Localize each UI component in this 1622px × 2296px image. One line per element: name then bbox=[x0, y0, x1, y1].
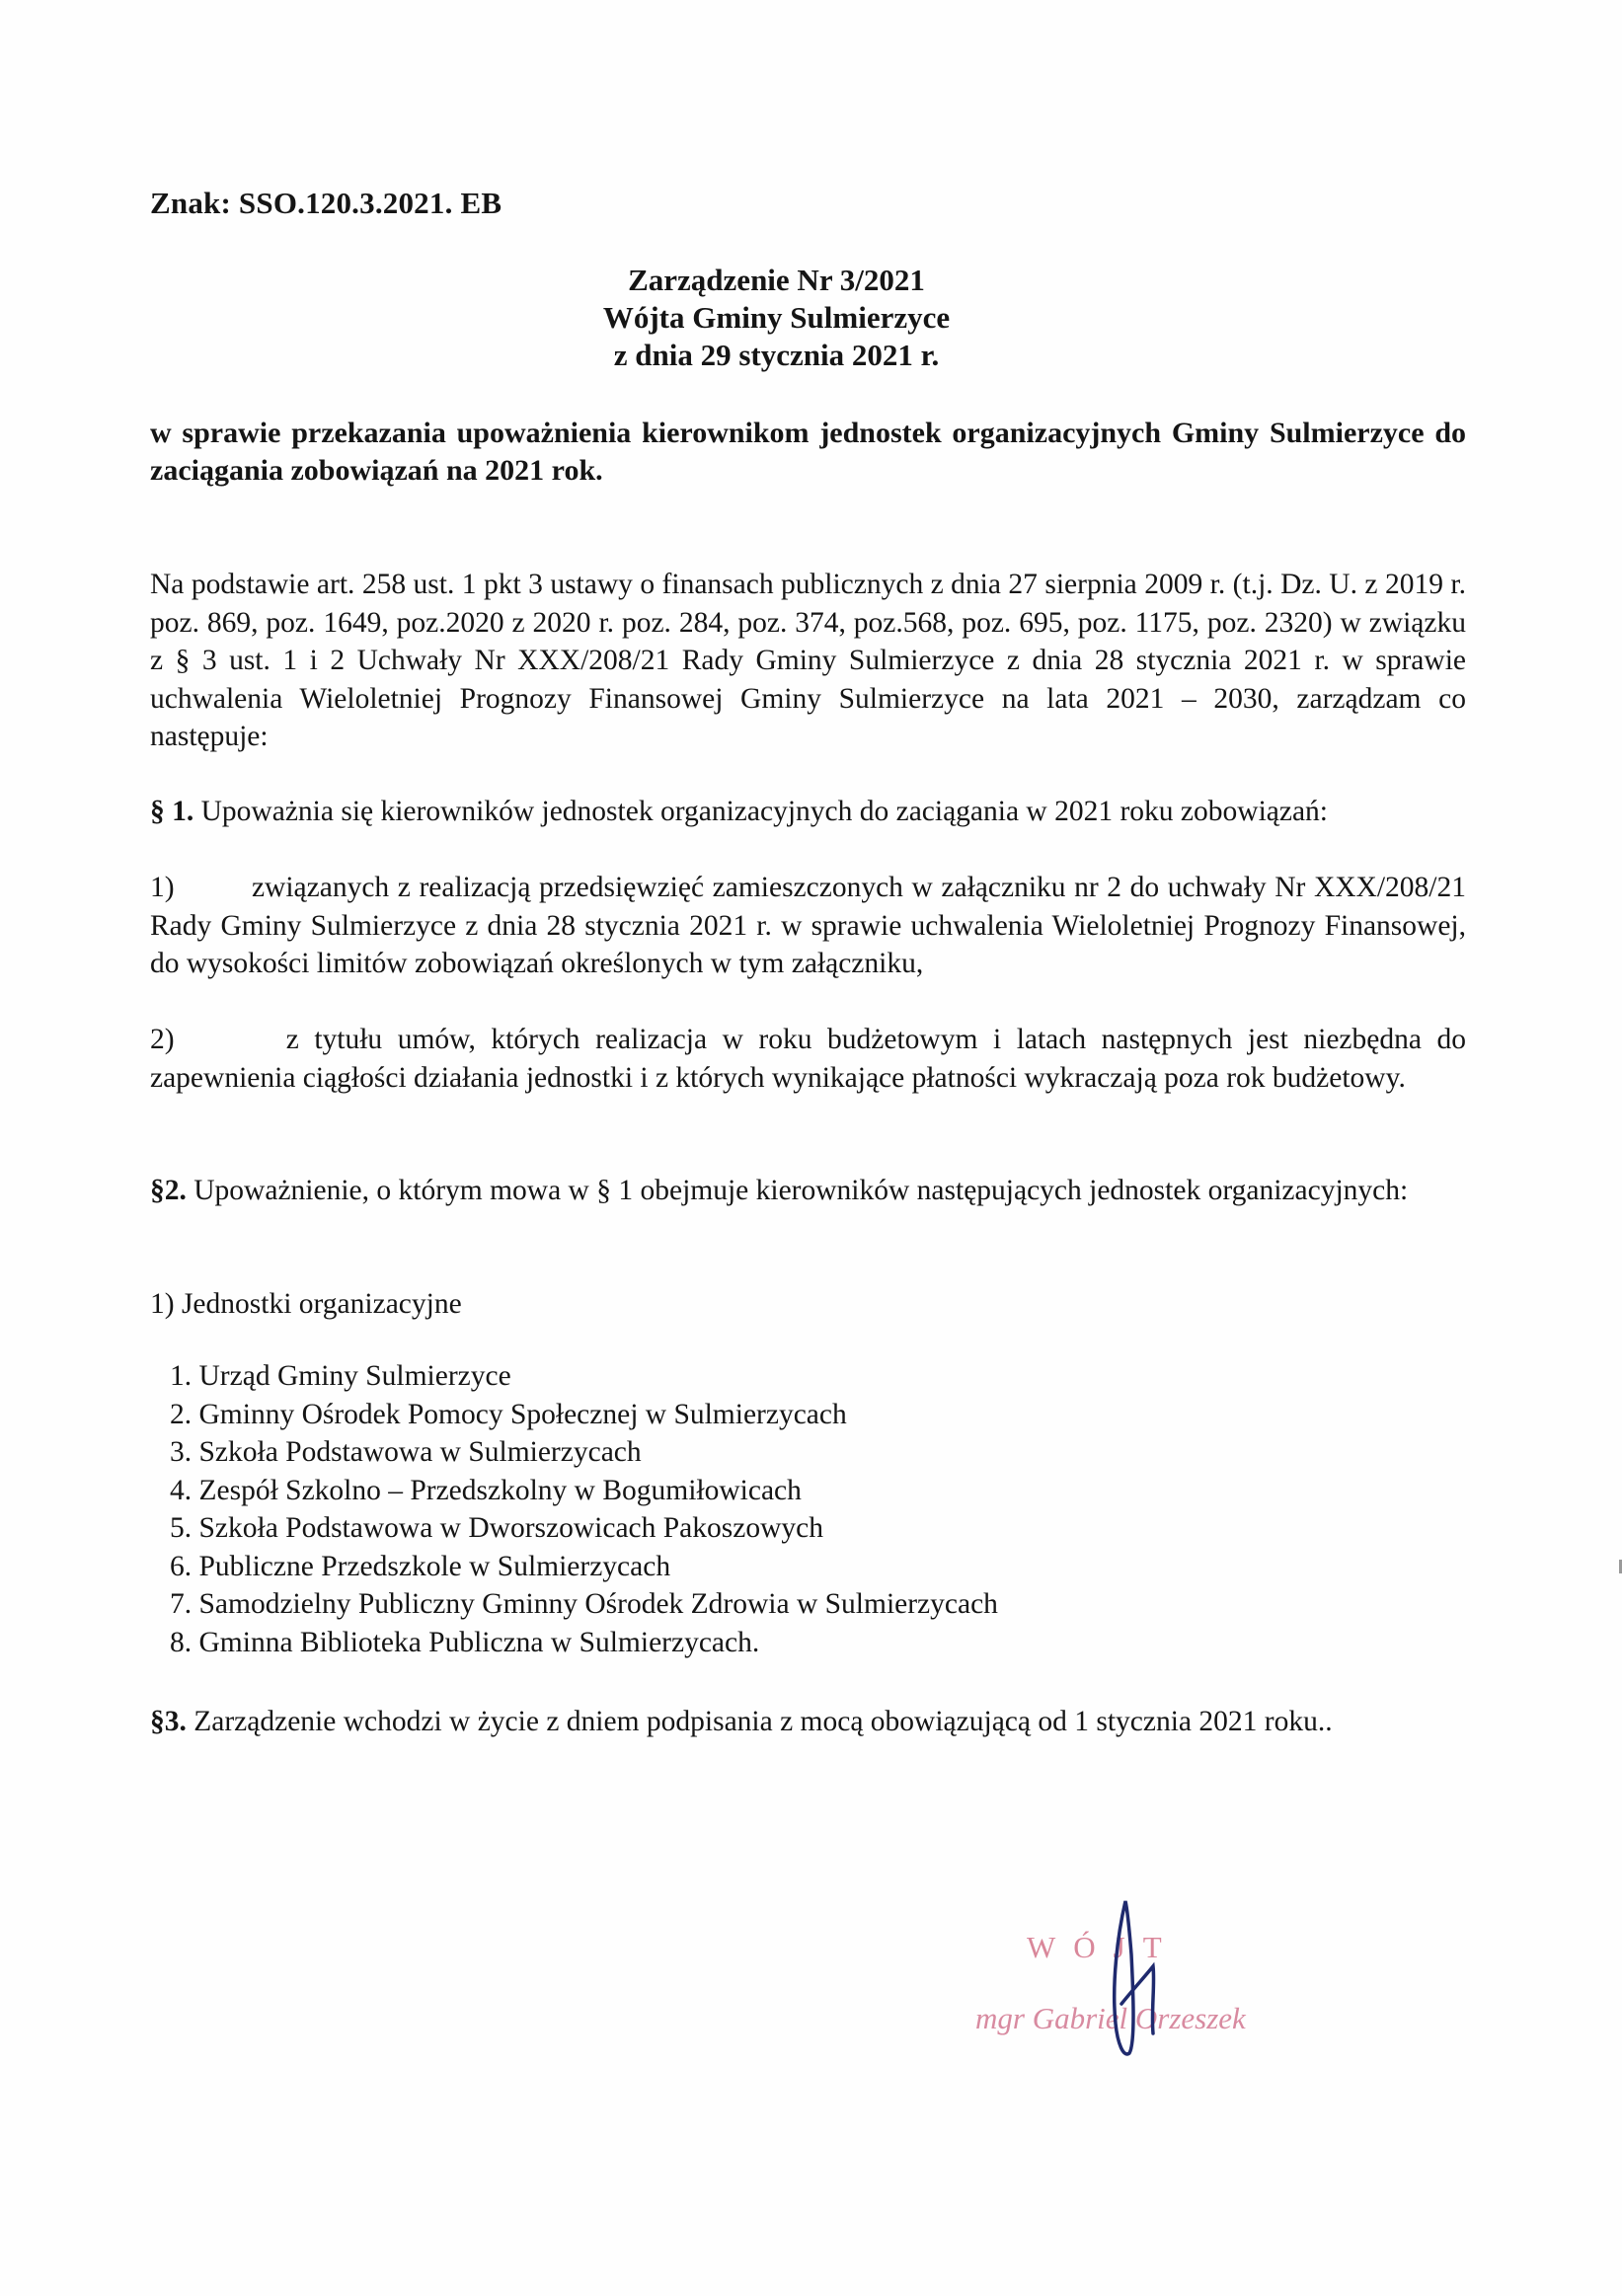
section-2-subheading: 1) Jednostki organizacyjne bbox=[150, 1288, 462, 1320]
item-number: 1) bbox=[150, 872, 175, 903]
stamp-title: WÓJT bbox=[1027, 1930, 1180, 1964]
handwritten-signature-icon bbox=[1104, 1895, 1183, 2063]
list-item: 8. Gminna Biblioteka Publiczna w Sulmierzycach. bbox=[170, 1626, 760, 1658]
stamp-name: mgr Gabriel Orzeszek bbox=[975, 2001, 1246, 2035]
section-2-text: Upoważnienie, o którym mowa w § 1 obejmuje kierowników następujących jednostek organizacyjnych: bbox=[186, 1175, 1409, 1206]
section-2-paragraph bbox=[150, 1172, 1466, 1210]
organizational-units-list bbox=[170, 1357, 998, 1661]
document-subject: w sprawie przekazania upoważnienia kierownikom jednostek organizacyjnych Gminy Sulmierzyce do zaciągania zobowiązań na 2021 rok. bbox=[150, 417, 1466, 487]
section-1-text: Upoważnia się kierowników jednostek organizacyjnych do zaciągania w 2021 roku zobowiązań: bbox=[193, 796, 1329, 827]
list-item: 5. Szkoła Podstawowa w Dworszowicach Pakoszowych bbox=[170, 1512, 823, 1544]
preamble-paragraph: Na podstawie art. 258 ust. 1 pkt 3 ustawy o finansach publicznych z dnia 27 sierpnia 2009 r. (t.j. Dz. U. z 2019 r. poz. 869, poz. 1649, poz.2020 z 2020 r. poz. 284, poz. 374, poz.568, poz. 695, poz. 1175, poz. 2320) w związku z § 3 ust. 1 i 2 Uchwały Nr XXX/208/21 Rady Gminy Sulmierzyce z dnia 28 stycznia 2021 r. w sprawie uchwalenia Wieloletniej Prognozy Finansowej Gminy Sulmierzyce na lata 2021 – 2030, zarządzam co następuje: bbox=[150, 569, 1466, 752]
section-1-item-1 bbox=[150, 869, 1466, 983]
list-item: 1. Urząd Gminy Sulmierzyce bbox=[170, 1360, 511, 1392]
title-line-3: z dnia 29 stycznia 2021 r. bbox=[613, 338, 940, 372]
reference-number: Znak: SSO.120.3.2021. EB bbox=[150, 186, 502, 220]
title-line-1: Zarządzenie Nr 3/2021 bbox=[628, 263, 925, 297]
section-1-paragraph bbox=[150, 793, 1466, 831]
section-3-text: Zarządzenie wchodzi w życie z dniem podpisania z mocą obowiązującą od 1 stycznia 2021 roku.. bbox=[186, 1706, 1333, 1737]
list-item: 6. Publiczne Przedszkole w Sulmierzycach bbox=[170, 1550, 671, 1582]
document-title bbox=[0, 262, 1622, 374]
section-3-marker: §3. bbox=[150, 1706, 187, 1737]
section-3-paragraph bbox=[150, 1703, 1466, 1741]
item-text: z tytułu umów, których realizacja w roku budżetowym i latach następnych jest niezbędna do zapewnienia ciągłości działania jednostki i z których wynikające płatności wykraczają poza rok budżetowy. bbox=[150, 1024, 1466, 1094]
section-1-item-2 bbox=[150, 1021, 1466, 1097]
section-1-marker: § 1. bbox=[150, 796, 194, 827]
list-item: 3. Szkoła Podstawowa w Sulmierzycach bbox=[170, 1436, 642, 1468]
list-item: 7. Samodzielny Publiczny Gminny Ośrodek Zdrowia w Sulmierzycach bbox=[170, 1588, 998, 1620]
item-number: 2) bbox=[150, 1024, 175, 1055]
item-text: związanych z realizacją przedsięwzięć zamieszczonych w załączniku nr 2 do uchwały Nr XXX/208/21 Rady Gminy Sulmierzyce z dnia 28 stycznia 2021 r. w sprawie uchwalenia Wieloletniej Prognozy Finansowej, do wysokości limitów zobowiązań określonych w tym załączniku, bbox=[150, 872, 1467, 979]
list-item: 4. Zespół Szkolno – Przedszkolny w Bogumiłowicach bbox=[170, 1474, 802, 1506]
list-item: 2. Gminny Ośrodek Pomocy Społecznej w Sulmierzycach bbox=[170, 1398, 847, 1430]
title-line-2: Wójta Gminy Sulmierzyce bbox=[602, 300, 951, 335]
section-2-marker: §2. bbox=[150, 1175, 187, 1206]
